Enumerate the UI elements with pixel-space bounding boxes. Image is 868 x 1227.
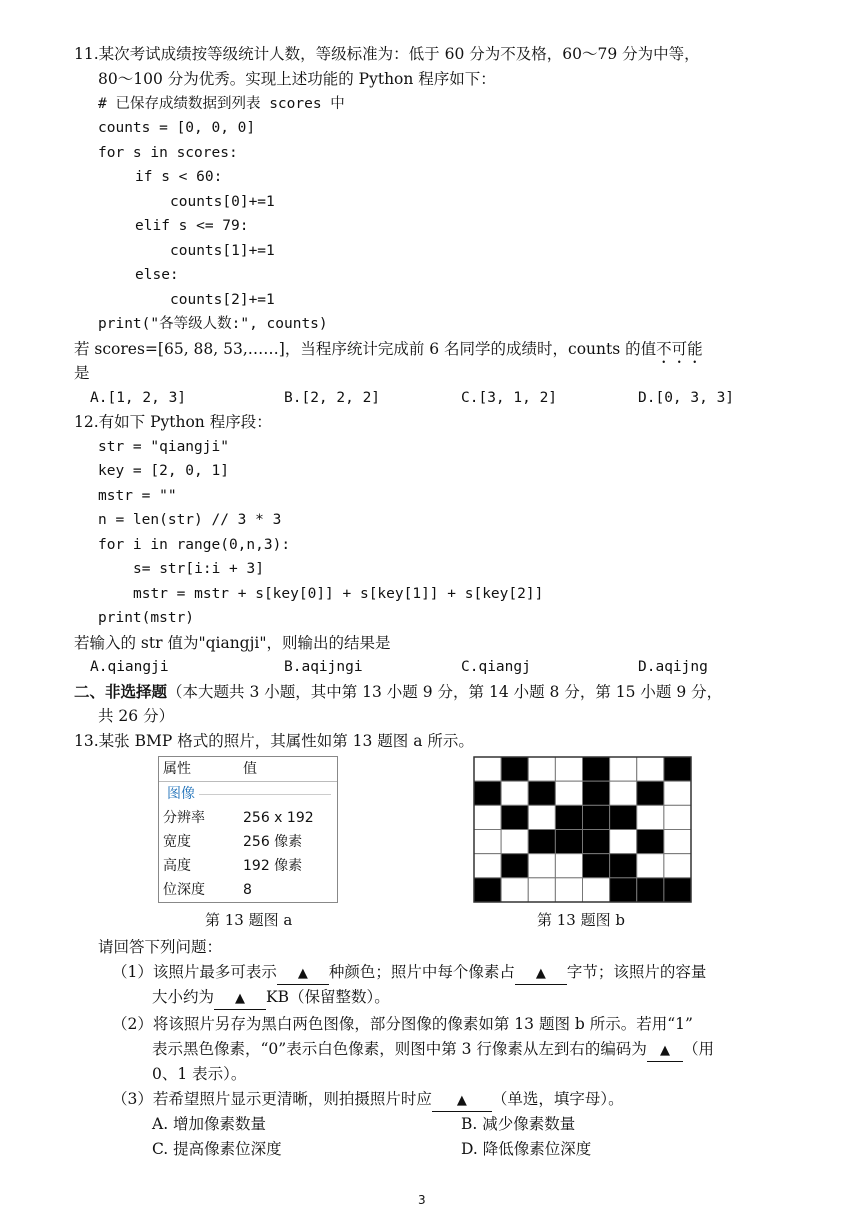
q11-stem-line2: 80～100 分为优秀。实现上述功能的 Python 程序如下：: [98, 70, 496, 88]
answer-blank[interactable]: [647, 1039, 683, 1062]
black-pixel: [610, 878, 637, 902]
table-header-cell: 值: [243, 761, 257, 777]
q11-emphasis: 不可能: [656, 340, 703, 358]
table-row: [159, 830, 337, 854]
black-pixel: [637, 830, 664, 854]
triangle-icon: ▲: [659, 1043, 670, 1058]
table-cell: 256 x 192: [243, 810, 314, 826]
black-pixel: [583, 781, 610, 805]
q11-code-line: counts[1]+=1: [170, 243, 275, 259]
q12-code-line: s= str[i:i + 3]: [133, 561, 264, 577]
property-table: [158, 756, 338, 903]
q11-code-line: if s < 60:: [135, 169, 223, 185]
black-pixel: [583, 830, 610, 854]
q11-option-a: A.[1, 2, 3]: [90, 390, 187, 406]
q11-stem-line1: 11.某次考试成绩按等级统计人数，等级标准为：低于 60 分为不及格，60～79 分为中等，: [74, 45, 700, 63]
white-pixel: [583, 878, 610, 902]
q12-code-line: print(mstr): [98, 610, 195, 626]
q12-stem: 12.有如下 Python 程序段：: [74, 413, 272, 431]
black-pixel: [555, 805, 582, 829]
black-pixel: [583, 854, 610, 878]
figure-a-caption: 第 13 题图 a: [205, 911, 293, 929]
black-pixel: [474, 781, 501, 805]
table-group-label: 图像: [167, 786, 195, 802]
q11-code-line: elif s <= 79:: [135, 218, 249, 234]
white-pixel: [528, 805, 555, 829]
table-cell: 256 像素: [243, 834, 303, 850]
white-pixel: [637, 757, 664, 781]
white-pixel: [555, 878, 582, 902]
table-header-cell: 属性: [163, 761, 191, 777]
q11-option-c: C.[3, 1, 2]: [461, 390, 558, 406]
black-pixel: [528, 781, 555, 805]
q11-code-line: for s in scores:: [98, 145, 238, 161]
q13-stem: 13.某张 BMP 格式的照片，其属性如第 13 题图 a 所示。: [74, 732, 474, 750]
q11-code-line: # 已保存成绩数据到列表 scores 中: [98, 96, 345, 112]
white-pixel: [501, 781, 528, 805]
black-pixel: [664, 757, 691, 781]
black-pixel: [501, 805, 528, 829]
figure-b-caption: 第 13 题图 b: [537, 911, 625, 929]
answer-blank[interactable]: [515, 962, 567, 985]
black-pixel: [610, 805, 637, 829]
q12-option-c: C.qiangj: [461, 659, 531, 675]
black-pixel: [474, 878, 501, 902]
section2-note: （本大题共 3 小题，其中第 13 小题 9 分，第 14 小题 8 分，第 15 小题 9 分，: [167, 683, 723, 701]
q11-question-end: 是: [74, 364, 90, 382]
section2-heading: [74, 680, 722, 705]
q13-part1-line2: 大小约为 ▲ KB（保留整数）。: [152, 985, 390, 1010]
black-pixel: [637, 781, 664, 805]
white-pixel: [664, 781, 691, 805]
table-row: [159, 878, 337, 902]
white-pixel: [474, 854, 501, 878]
black-pixel: [637, 878, 664, 902]
white-pixel: [528, 878, 555, 902]
black-pixel: [501, 854, 528, 878]
q11-code-line: counts[0]+=1: [170, 194, 275, 210]
white-pixel: [610, 757, 637, 781]
white-pixel: [637, 854, 664, 878]
table-cell: 高度: [163, 858, 191, 874]
q13-part2-line2: 表示黑色像素，“0”表示白色像素，则图中第 3 行像素从左到右的编码为 ▲ （用: [152, 1037, 714, 1062]
table-cell: 192 像素: [243, 858, 303, 874]
section2-title: 二、非选择题: [74, 682, 168, 701]
q13-part2-line1: （2）将该照片另存为黑白两色图像，部分图像的像素如第 13 题图 b 所示。若用“1”: [112, 1015, 693, 1033]
page-number: 3: [418, 1193, 426, 1207]
white-pixel: [555, 781, 582, 805]
q12-question: 若输入的 str 值为"qiangji"，则输出的结果是: [74, 634, 391, 652]
q12-code-line: for i in range(0,n,3):: [98, 537, 291, 553]
q13-part3-line1: （3）若希望照片显示更清晰，则拍摄照片时应 ▲ （单选，填字母）。: [112, 1087, 624, 1112]
black-pixel: [583, 805, 610, 829]
q13-intro: 请回答下列问题：: [98, 938, 223, 956]
white-pixel: [555, 854, 582, 878]
black-pixel: [610, 854, 637, 878]
q13-part2-line3: 0、1 表示）。: [152, 1065, 247, 1083]
q12-code-line: key = [2, 0, 1]: [98, 463, 229, 479]
q13-part3-option-c: C. 提高像素位深度: [152, 1140, 282, 1158]
q13-part3-option-b: B. 减少像素数量: [461, 1115, 576, 1133]
black-pixel: [501, 757, 528, 781]
white-pixel: [474, 757, 501, 781]
q11-code-line: counts[2]+=1: [170, 292, 275, 308]
q11-code-line: print("各等级人数:", counts): [98, 316, 328, 332]
q11-question: 若 scores=[65, 88, 53,……]，当程序统计完成前 6 名同学的成绩时，counts 的值不可能: [74, 340, 703, 358]
q13-part3-option-a: A. 增加像素数量: [152, 1115, 267, 1133]
white-pixel: [528, 757, 555, 781]
q11-option-b: B.[2, 2, 2]: [284, 390, 381, 406]
answer-blank[interactable]: [277, 962, 329, 985]
q12-code-line: mstr = mstr + s[key[0]] + s[key[1]] + s[key[2]]: [133, 586, 544, 602]
q13-part1-line1: （1）该照片最多可表示 ▲ 种颜色；照片中每个像素占 ▲ 字节；该照片的容量: [112, 960, 706, 985]
table-group-divider: [199, 794, 331, 795]
table-cell: 位深度: [163, 882, 205, 898]
black-pixel: [664, 878, 691, 902]
table-cell: 宽度: [163, 834, 191, 850]
table-cell: 8: [243, 882, 252, 898]
triangle-icon: ▲: [535, 966, 546, 981]
table-cell: 分辨率: [163, 810, 205, 826]
q11-code-line: counts = [0, 0, 0]: [98, 120, 256, 136]
white-pixel: [664, 805, 691, 829]
table-row: [159, 854, 337, 878]
q12-code-line: str = "qiangji": [98, 439, 229, 455]
white-pixel: [610, 830, 637, 854]
table-row: [159, 806, 337, 830]
white-pixel: [528, 854, 555, 878]
table-header-row: [159, 757, 337, 781]
triangle-icon: ▲: [456, 1093, 467, 1108]
triangle-icon: ▲: [235, 991, 246, 1006]
answer-blank[interactable]: [214, 987, 266, 1010]
white-pixel: [637, 805, 664, 829]
white-pixel: [474, 805, 501, 829]
q12-code-line: n = len(str) // 3 * 3: [98, 512, 282, 528]
black-pixel: [528, 830, 555, 854]
black-pixel: [583, 757, 610, 781]
q13-part3-option-d: D. 降低像素位深度: [461, 1140, 592, 1158]
white-pixel: [664, 830, 691, 854]
white-pixel: [610, 781, 637, 805]
q11-option-d: D.[0, 3, 3]: [638, 390, 735, 406]
answer-blank[interactable]: [432, 1089, 492, 1112]
section2-note-end: 共 26 分）: [98, 707, 175, 725]
pixel-grid: [473, 756, 692, 903]
white-pixel: [555, 757, 582, 781]
q12-option-b: B.aqijngi: [284, 659, 363, 675]
white-pixel: [501, 878, 528, 902]
white-pixel: [664, 854, 691, 878]
q11-code-line: else:: [135, 267, 179, 283]
white-pixel: [474, 830, 501, 854]
q12-option-a: A.qiangji: [90, 659, 169, 675]
white-pixel: [501, 830, 528, 854]
triangle-icon: ▲: [297, 966, 308, 981]
q12-option-d: D.aqijng: [638, 659, 708, 675]
q12-code-line: mstr = "": [98, 488, 177, 504]
black-pixel: [555, 830, 582, 854]
